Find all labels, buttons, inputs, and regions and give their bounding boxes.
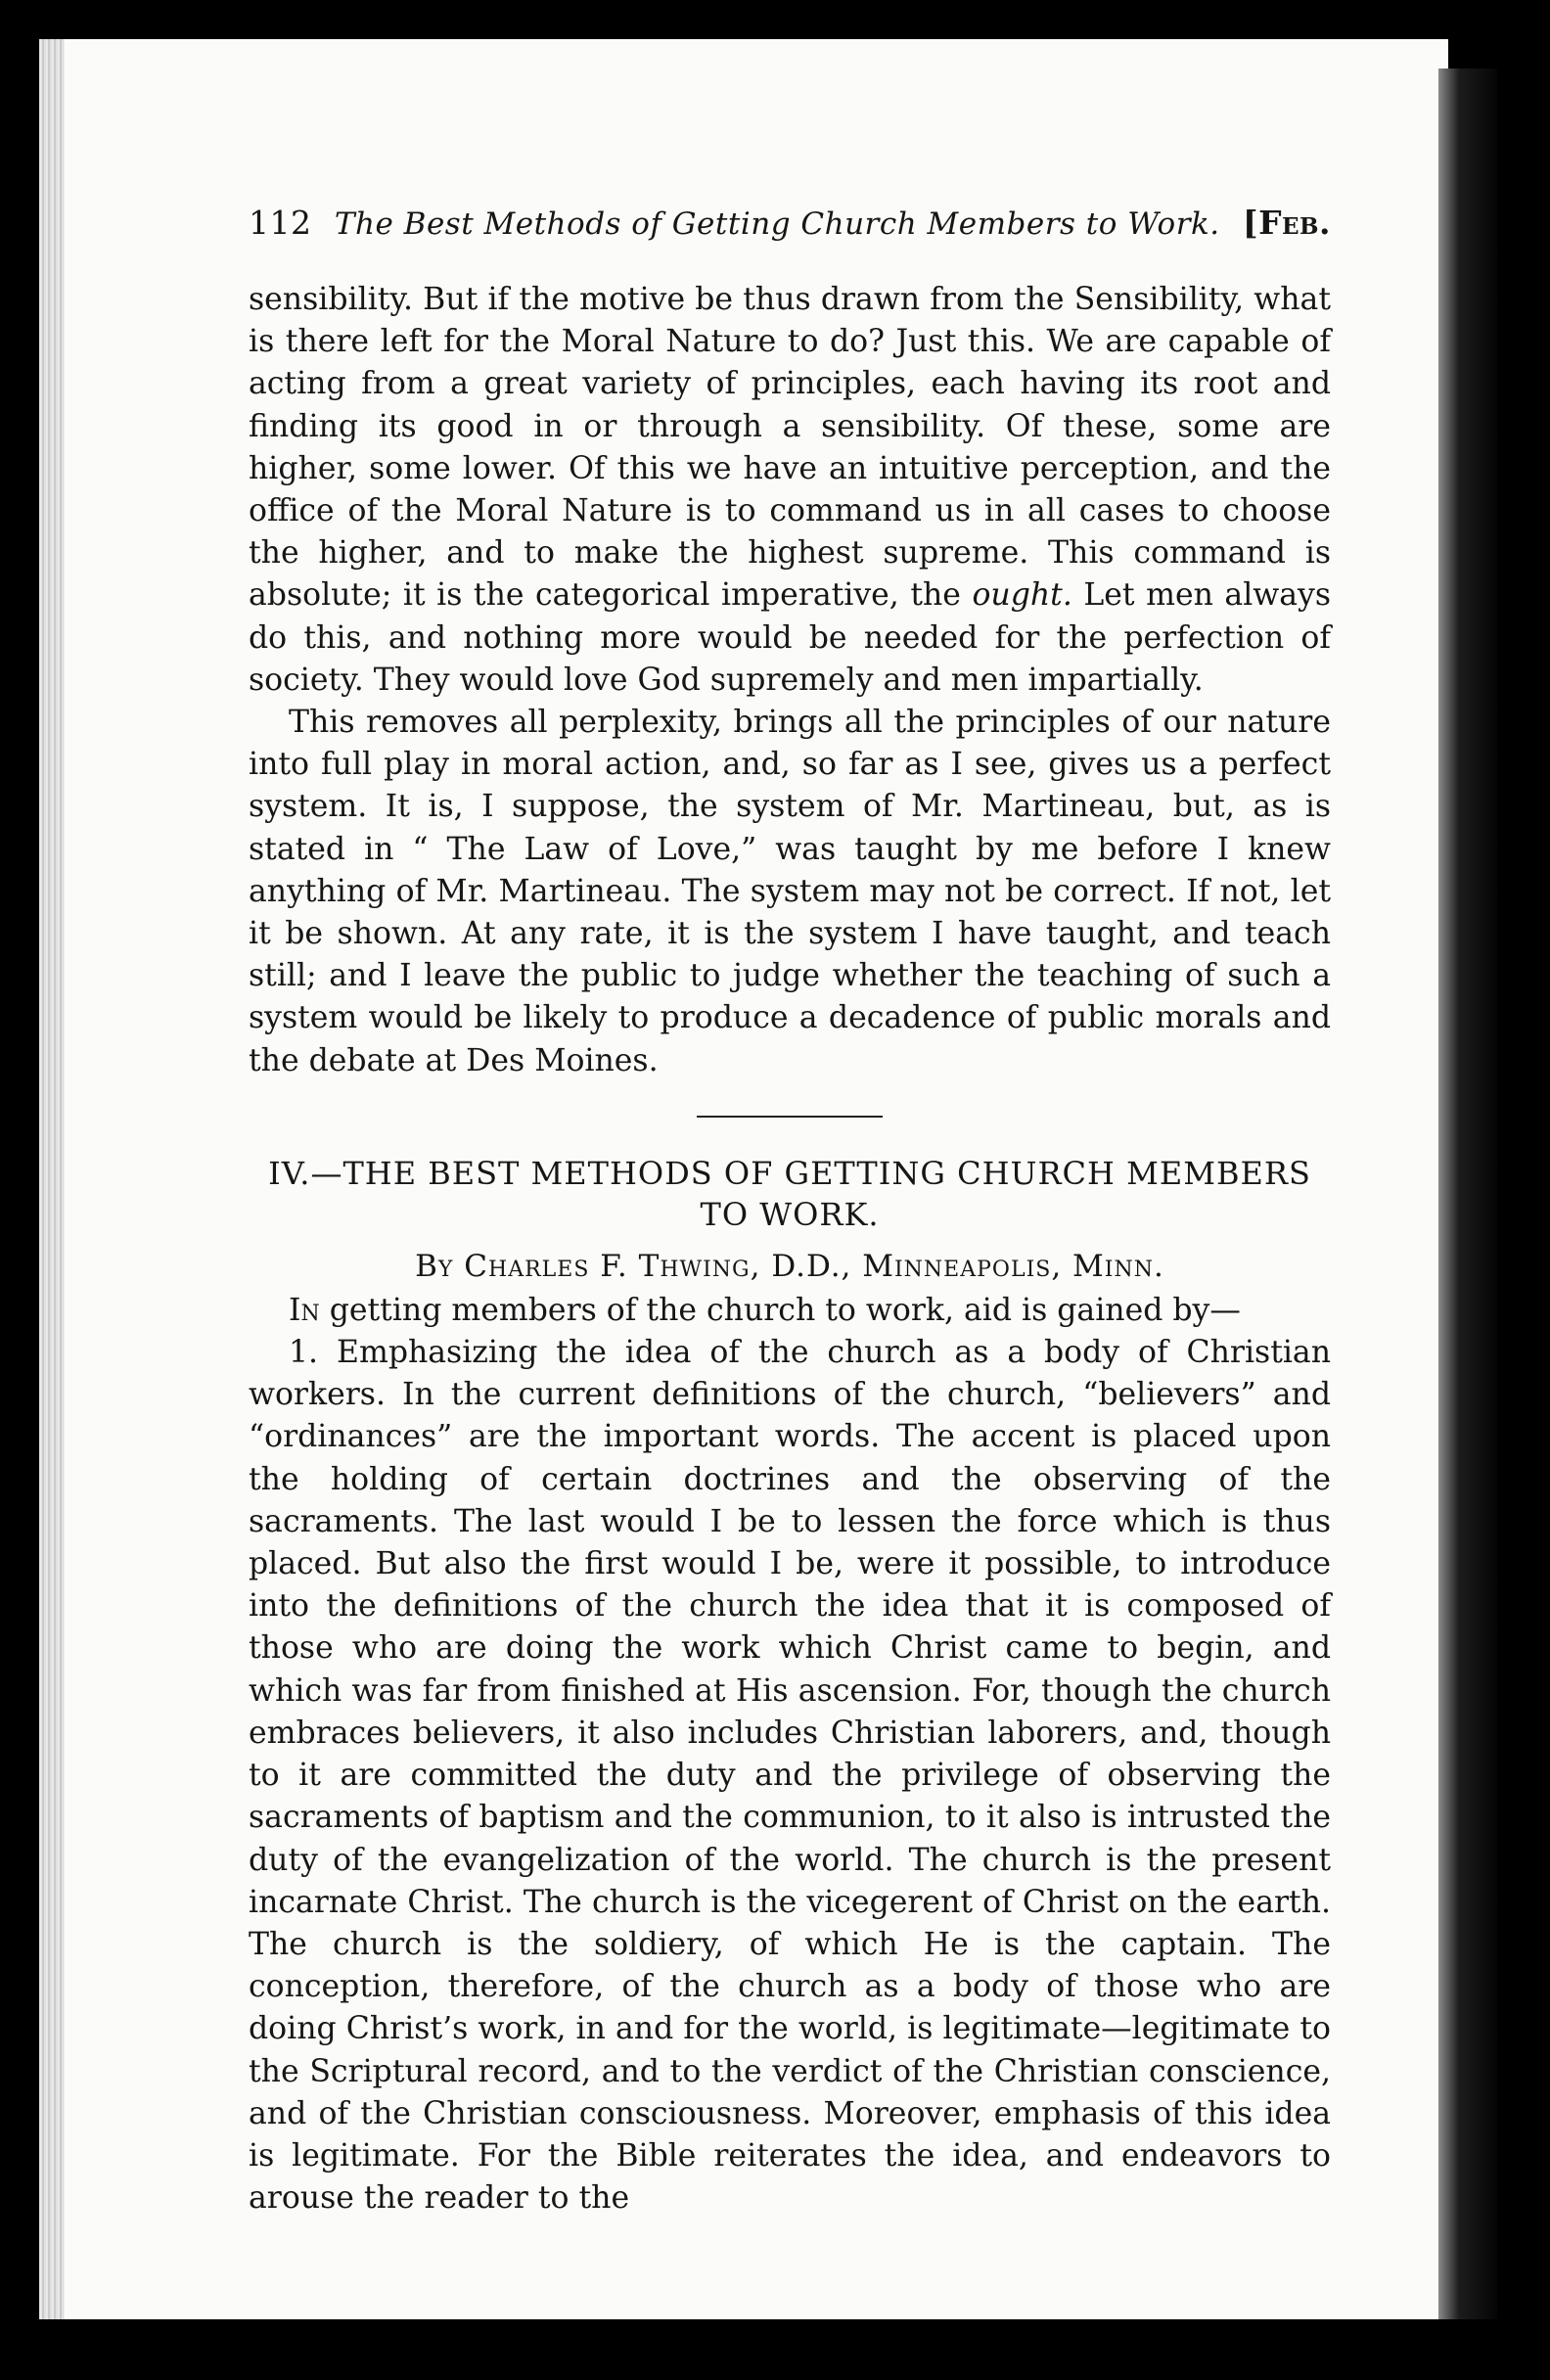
page-content	[249, 204, 1331, 2220]
previous-article-paragraph-2: This removes all perplexity, brings all the principles of our nature into full play in moral action, and, so far as I see, gives us a perfect system. It is, I suppose, the system of Mr. Martineau, but, as is stated in “ The Law of Love,” was taught by me before I knew anything of Mr. Martineau. The system may not be correct. If not, let it be shown. At any rate, it is the system I have taught, and teach still; and I leave the public to judge whether the teaching of such a system would be likely to produce a decadence of public morals and the debate at Des Moines.	[249, 705, 1331, 1078]
issue-month: [Feb.	[1242, 204, 1331, 242]
page-edge-shadow	[1438, 69, 1497, 2319]
running-header	[249, 204, 1331, 242]
page-binding-edge	[39, 39, 65, 2319]
running-title: The Best Methods of Getting Church Members to Work.	[334, 206, 1220, 242]
paragraph-text-end: Let men always do this, and nothing more would be needed for the perfection of society. They would love God supremely and men impartially.	[249, 577, 1331, 698]
paragraph-text: sensibility. But if the motive be thus drawn from the Sensibility, what is there left for the Moral Nature to do? Just this. We are capable of acting from a great variety of principles, each having its root and finding its good in or through a sensibility. Of these, some are higher, some lower. Of this we have an intuitive perception, and the office of the Moral Nature is to command us in all cases to choose the higher, and to make the highest supreme. This command is absolute; it is the categorical imperative, the	[249, 282, 1331, 614]
intro-lead-word: In	[289, 1292, 320, 1328]
emphasized-word: ought.	[972, 577, 1072, 614]
previous-article-paragraph-1	[249, 279, 1331, 702]
article-intro	[249, 1290, 1331, 1332]
section-divider	[697, 1116, 883, 1118]
intro-text: getting members of the church to work, aid is gained by—	[319, 1292, 1241, 1328]
page-number: 112	[249, 204, 312, 242]
article-title: IV.—THE BEST METHODS OF GETTING CHURCH MEMBERS TO WORK.	[268, 1154, 1311, 1233]
article-point-1: 1. Emphasizing the idea of the church as a body of Christian workers. In the current definitions of the church, “believers” and “ordinances” are the important words. The accent is placed upon the holding of certain doctrines and the observing of the sacraments. The last would I be to lessen the force which is thus placed. But also the first would I be, were it possible, to introduce into the definitions of the church the idea that it is composed of those who are doing the work which Christ came to begin, and which was far from finished at His ascension. For, though the church embraces believers, it also includes Christian laborers, and, though to it are committed the duty and the privilege of observing the sacraments of baptism and the communion, to it also is intrusted the duty of the evangelization of the world. The church is the present incarnate Christ. The church is the vicegerent of Christ on the earth. The church is the soldiery, of which He is the captain. The conception, therefore, of the church as a body of those who are doing Christ’s work, in and for the world, is legitimate—legitimate to the Scriptural record, and to the verdict of the Christian conscience, and of the Christian consciousness. Moreover, emphasis of this idea is legitimate. For the Bible reiterates the idea, and endeavors to arouse the reader to the	[249, 1335, 1331, 2217]
article-byline: By Charles F. Thwing, D.D., Minneapolis, Minn.	[415, 1248, 1164, 1284]
